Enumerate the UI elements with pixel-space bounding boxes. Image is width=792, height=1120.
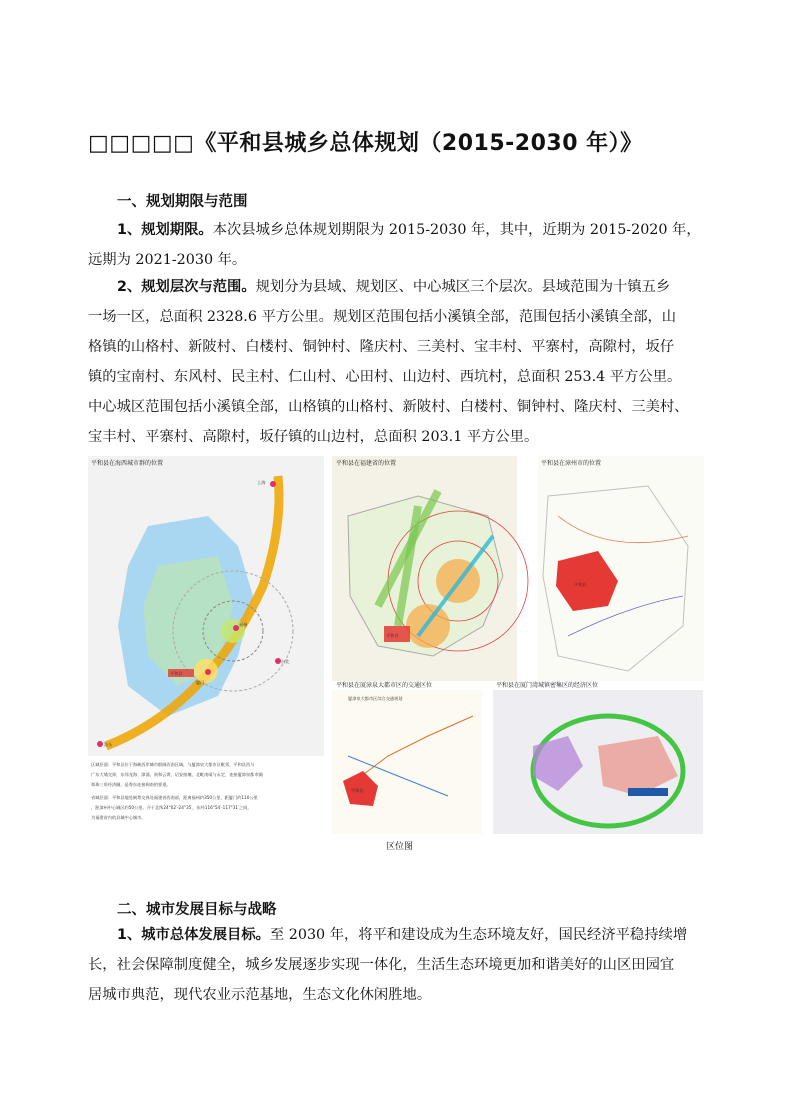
panel2-title: 平和县在福建省的位置	[336, 460, 397, 467]
section-1-paragraph-2	[88, 272, 710, 452]
paragraph-text: 一场一区，总面积 2328.6 平方公里。规划区范围包括小溪镇全部，范围包括小溪镇全部，山	[88, 309, 677, 325]
desc-line-5: ，距漳州中心城区约50公里。介于北纬24°02′-24°35′，东经116°54′-117°31′之间，	[91, 805, 252, 810]
panel1-title: 平和县在海西城市群的位置	[91, 460, 164, 467]
label-shantou: 汕头	[104, 742, 113, 747]
section-1-heading: 一、规划期限与范围	[117, 194, 248, 210]
panel4-title: 平和县在厦漳泉大都市区的交通区位	[336, 682, 433, 689]
paragraph-text: 长，社会保障制度健全，城乡发展逐步实现一体化，生活生态环境更加和谐美好的山区田园宜	[88, 957, 675, 973]
section-2-paragraph-1	[88, 920, 710, 1010]
label-pinghe-1: 平和县	[170, 671, 183, 676]
term-planning-period: 1、规划期限。	[117, 222, 213, 238]
paragraph-text: 至 2030 年，将平和建设成为生态环境友好，国民经济平稳持续增	[269, 927, 688, 943]
panel-zhangzhou-city	[538, 456, 704, 681]
panel-haixi-city-cluster	[88, 456, 324, 821]
paragraph-text: 规划分为县域、规划区、中心城区三个层次。县域范围为十镇五乡	[255, 279, 671, 295]
paragraph-text: 宝丰村、平寨村、高隙村，坂仔镇的山边村，总面积 203.1 平方公里。	[88, 429, 539, 445]
label-pinghe-2: 平和县	[386, 633, 399, 638]
panel-xiamen-bay-economic	[493, 681, 703, 834]
label-taipei: 台北	[281, 659, 290, 664]
paragraph-text: 格镇的山格村、新陂村、白楼村、铜钟村、隆庆村、三美村、宝丰村、平寨村，高隙村，坂仔	[88, 339, 675, 355]
label-pinghe-3: 平和县	[574, 582, 587, 587]
desc-line-2: 广东大埔交界，东邻龙海、漳浦，南和云霄、诏安接壤，北毗南靖与永定，连接厦漳泉都市圈	[91, 772, 263, 777]
document-title: □□□□□《平和县城乡总体规划（2015-2030 年）》	[88, 131, 643, 156]
figure-caption: 区位图	[386, 842, 414, 852]
panel-xiamen-zhangzhou-quanzhou-transport	[332, 681, 482, 834]
desc-line-1: 区域层面：平和县位于海峡西岸城市群闽西南区域，与厦漳泉大都市区毗邻，平和县西与	[91, 762, 255, 767]
desc-line-4: 省域层面：平和县地处闽粤交界处福建省西南部，距离福州约350公里，距厦门约110公里	[91, 795, 258, 800]
panel5-title: 平和县在厦门湾城镇密集区的经济区位	[496, 682, 599, 689]
paragraph-text: 中心城区范围包括小溪镇全部，山格镇的山格村、新陂村、白楼村、铜钟村、隆庆村、三美村、	[88, 399, 689, 415]
panel-fujian-province	[332, 456, 528, 681]
paragraph-text: 远期为 2021-2030 年。	[88, 252, 247, 268]
desc-line-3: 和珠三角经济圈，是粤东连接闽南的要道。	[91, 782, 171, 787]
label-shanghai: 上海	[257, 480, 266, 485]
paragraph-text: 镇的宝南村、东风村、民主村、仁山村、心田村、山边村、西坑村，总面积 253.4 平方公里。	[88, 369, 682, 385]
label-xiamen: 厦门	[196, 680, 205, 685]
label-fuzhou: 福州	[239, 622, 248, 627]
location-map-figure	[88, 456, 704, 836]
term-planning-levels: 2、规划层次与范围。	[117, 279, 256, 295]
section-1-paragraph-1	[88, 215, 710, 275]
term-development-goal: 1、城市总体发展目标。	[117, 927, 270, 943]
section-2-heading: 二、城市发展目标与战略	[117, 902, 277, 918]
desc-line-6: 为福建省内的县域中心城市。	[91, 815, 146, 820]
panel3-title: 平和县在漳州市的位置	[541, 460, 602, 467]
panel4-subtitle: 厦漳泉大都市区综合交通规划	[348, 696, 403, 701]
label-pinghe-4: 平和县	[351, 788, 364, 793]
location-maps	[88, 456, 704, 836]
paragraph-text: 居城市典范，现代农业示范基地，生态文化休闲胜地。	[88, 987, 432, 1003]
paragraph-text: 本次县城乡总体规划期限为 2015-2030 年，其中，近期为 2015-2020 年，	[212, 222, 701, 238]
